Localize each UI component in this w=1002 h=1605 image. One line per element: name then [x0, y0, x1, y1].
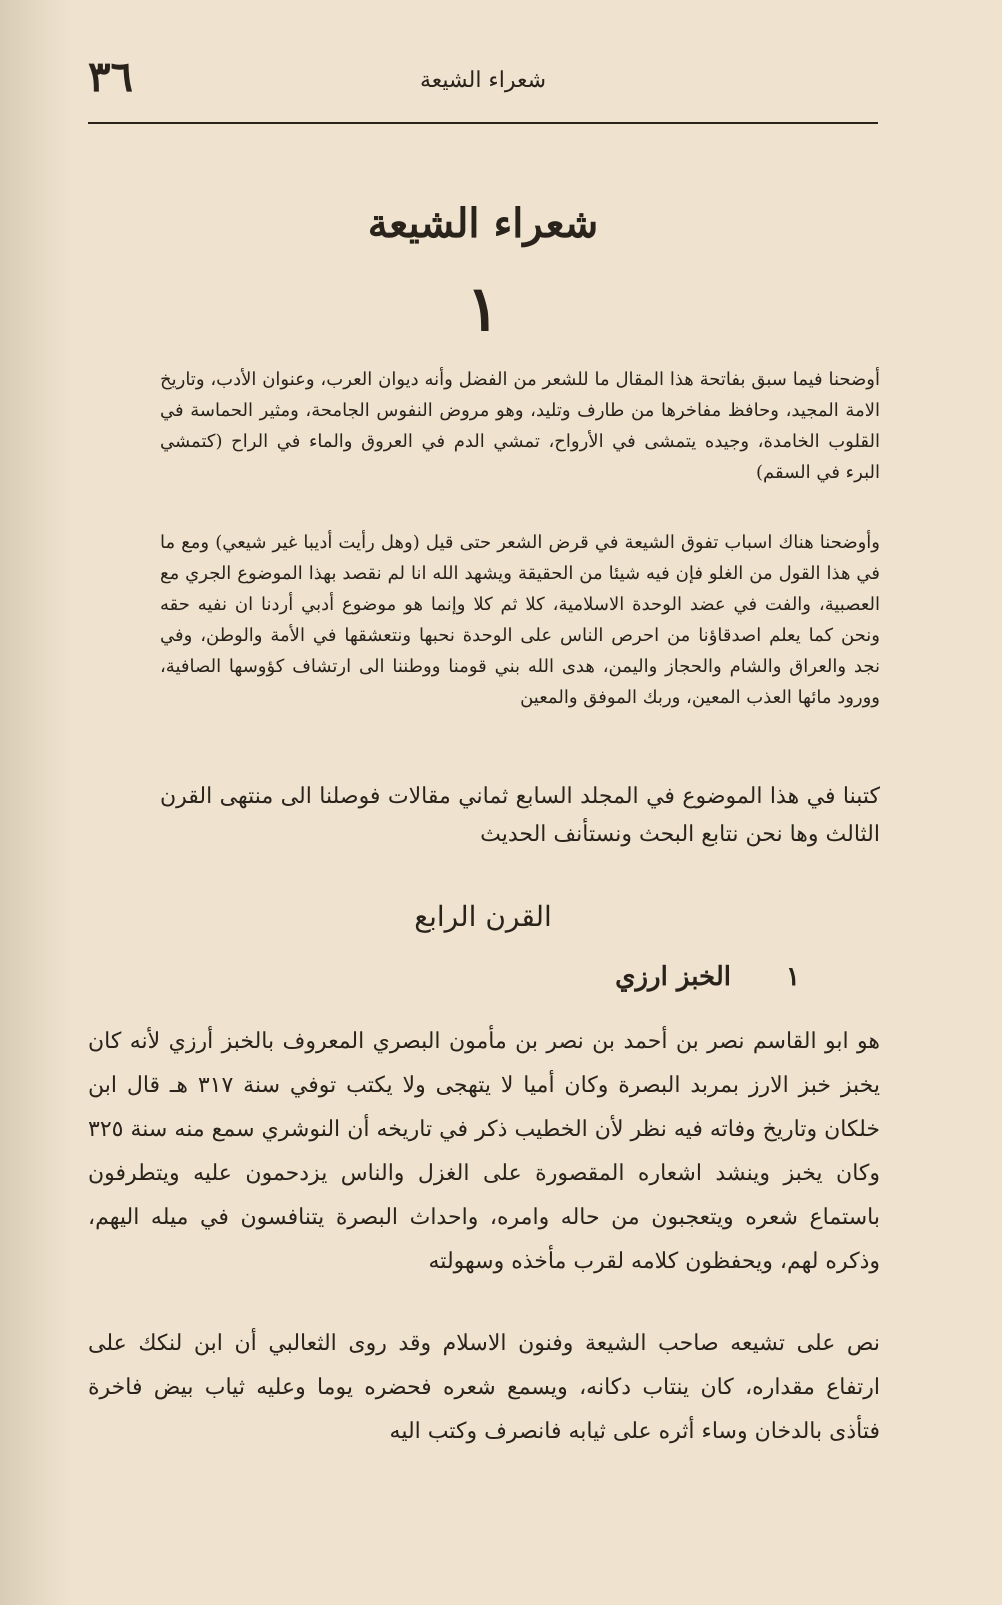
entry-number: ١ [786, 962, 800, 992]
header-rule [88, 122, 878, 124]
page-header [88, 52, 878, 112]
page-gutter-shadow [0, 0, 70, 1605]
intro-paragraph-2: وأوضحنا هناك اسباب تفوق الشيعة في قرض الشعر حتى قيل (وهل رأيت أديبا غير شيعي) ومع ما في هذا القول من الغلو فإن فيه شيئا من الحقيقة ويشهد الله انا لم نقصد بهذا الموضوع الجري مع العصبية، والفت في عضد الوحدة الاسلامية، كلا ثم كلا وإنما هو موضوع أدبي أردنا ان نفيه حقه ونحن كما يعلم اصدقاؤنا من احرص الناس على الوحدة نحبها ونتعشقها في الأمة والوطن، وفي نجد والعراق والشام والحجاز واليمن، هدى الله بني قومنا ووطننا الى ارتشاف كؤوسها الصافية، وورود مائها العذب المعين، وربك الموفق والمعين [160, 532, 880, 708]
chapter-title: شعراء الشيعة [367, 200, 599, 247]
page-number: ٣٦ [88, 52, 134, 101]
intro-paragraph-3: كتبنا في هذا الموضوع في المجلد السابع ثماني مقالات فوصلنا الى منتهى القرن الثالث وها نحن نتابع البحث ونستأنف الحديث [160, 784, 880, 847]
entry-name: الخبز ارزي [615, 962, 731, 992]
section-number: ١ [466, 272, 500, 345]
body-paragraph-1: هو ابو القاسم نصر بن أحمد بن نصر بن مأمون البصري المعروف بالخبز أرزي لأنه كان يخبز خبز الارز بمربد البصرة وكان أميا لا يتهجى ولا يكتب توفي سنة ٣١٧ هـ قال ابن خلكان وتاريخ وفاته فيه نظر لأن الخطيب ذكر في تاريخه أن النوشري سمع منه سنة ٣٢٥ وكان يخبز وينشد اشعاره المقصورة على الغزل والناس يزدحمون عليه ويتطرفون باستماع شعره ويتعجبون من حاله وامره، واحداث البصرة يتنافسون في ميله اليهم، وذكره لهم، ويحفظون كلامه لقرب مأخذه وسهولته [88, 1029, 880, 1274]
entry-heading [560, 962, 800, 992]
intro-paragraph-1: أوضحنا فيما سبق بفاتحة هذا المقال ما للشعر من الفضل وأنه ديوان العرب، وعنوان الأدب، وتاريخ الامة المجيد، وحافظ مفاخرها من طارف وتليد، وهو مروض النفوس الجامحة، ومثير الحماسة في القلوب الخامدة، وجيده يتمشى في الأرواح، تمشي الدم في العروق والماء في الراح (كتمشي البرء في السقم) [160, 369, 880, 483]
body-paragraph-2: نص على تشيعه صاحب الشيعة وفنون الاسلام وقد روى الثعالبي أن ابن لنكك على ارتفاع مقداره، كان ينتاب دكانه، ويسمع شعره فحضره يوما وعليه ثياب بيض فاخرة فتأذى بالدخان وساء أثره على ثيابه فانصرف وكتب اليه [88, 1331, 880, 1444]
running-title: شعراء الشيعة [419, 68, 547, 93]
section-subheading: القرن الرابع [414, 900, 552, 933]
